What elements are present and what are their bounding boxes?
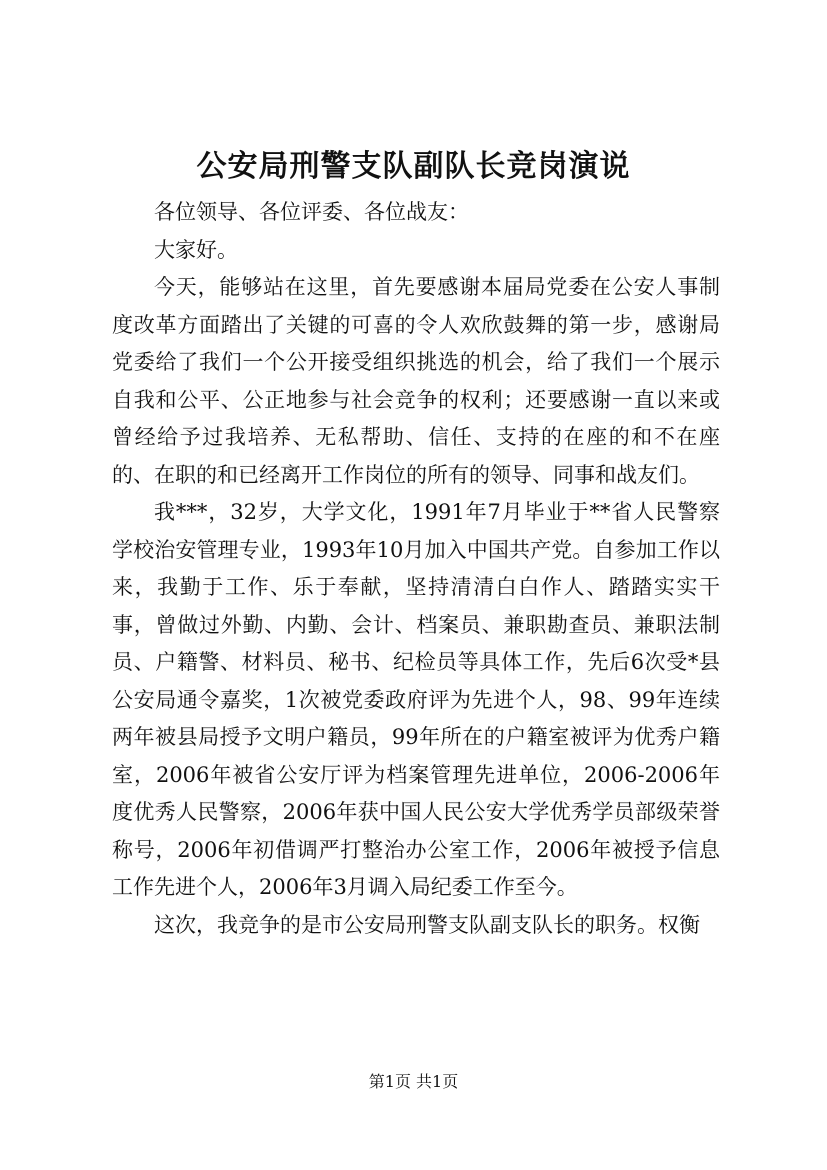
paragraph-thanks: 今天，能够站在这里，首先要感谢本届局党委在公安人事制度改革方面踏出了关键的可喜的令人欢欣鼓舞的第一步，感谢局党委给了我们一个公开接受组织挑选的机会，给了我们一个展示自我和公平、公正地参与社会竞争的权利；还要感谢一直以来或曾经给予过我培养、无私帮助、信任、支持的在座的和不在座的、在职的和已经离开工作岗位的所有的领导、同事和战友们。 [112, 275, 720, 487]
paragraph-background: 我***，32岁，大学文化，1991年7月毕业于**省人民警察学校治安管理专业，1993年10月加入中国共产党。自参加工作以来，我勤于工作、乐于奉献，坚持清清白白作人、踏踏实实干事，曾做过外勤、内勤、会计、档案员、兼职勘查员、兼职法制员、户籍警、材料员、秘书、纪检员等具体工作，先后6次受*县公安局通令嘉奖，1次被党委政府评为先进个人，98、99年连续两年被县局授予文明户籍员，99年所在的户籍室被评为优秀户籍室，2006年被省公安厅评为档案管理先进单位，2006-2006年度优秀人民警察，2006年获中国人民公安大学优秀学员部级荣誉称号，2006年初借调严打整治办公室工作，2006年被授予信息工作先进个人，2006年3月调入局纪委工作至今。 [112, 500, 720, 899]
document-title: 公安局刑警支队副队长竞岗演说 [196, 149, 631, 184]
salutation: 各位领导、各位评委、各位战友： [154, 200, 469, 224]
document-body [112, 194, 720, 944]
page-footer: 第1页 共1页 [368, 1072, 459, 1091]
paragraph-position: 这次，我竞争的是市公安局刑警支队副支队长的职务。权衡 [154, 912, 700, 937]
greeting: 大家好。 [154, 237, 238, 262]
